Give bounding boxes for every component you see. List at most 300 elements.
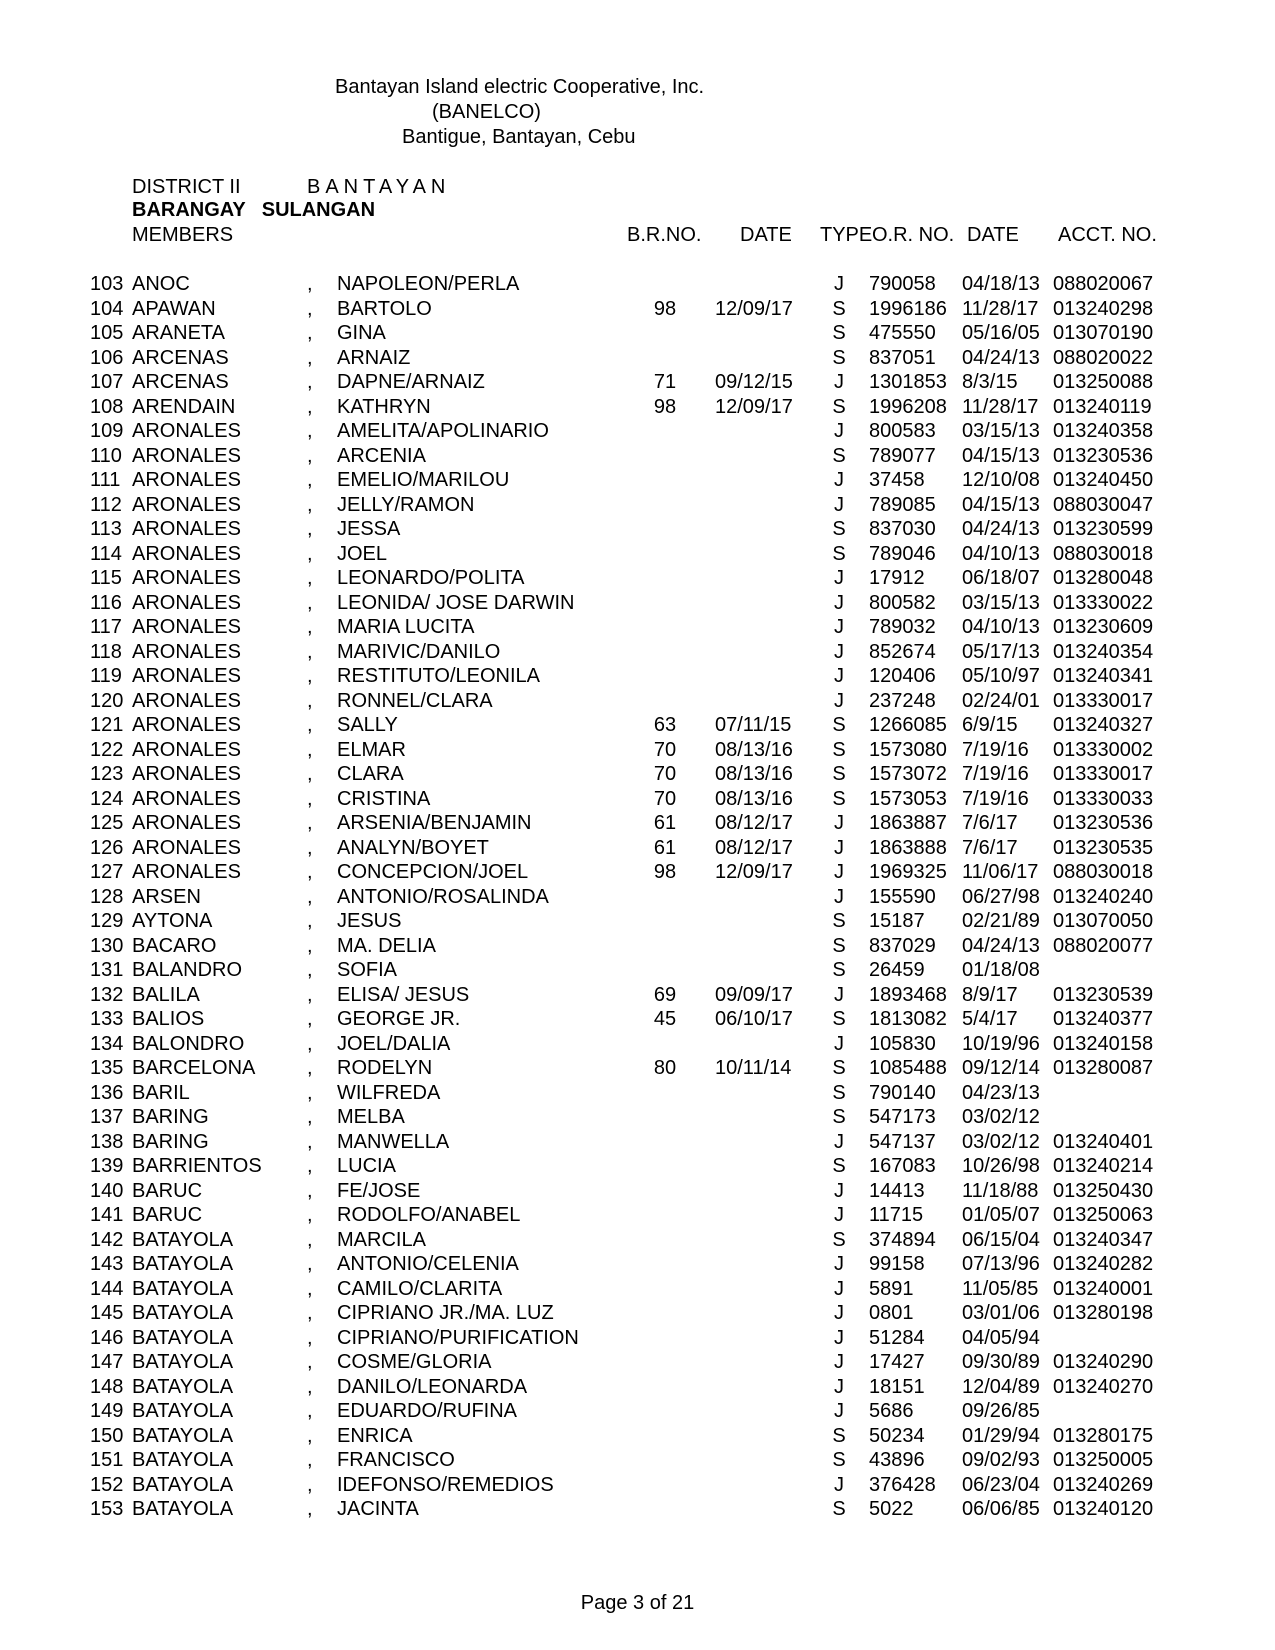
table-row <box>0 1278 1275 1303</box>
membership-type: J <box>834 861 844 883</box>
br-number: 98 <box>653 861 677 883</box>
first-name: DANILO/LEONARDA <box>337 1375 528 1398</box>
table-row <box>0 1400 1275 1425</box>
first-name: MA. DELIA <box>337 934 436 957</box>
first-name: ANTONIO/ROSALINDA <box>337 885 549 908</box>
table-row <box>0 837 1275 862</box>
or-date: 09/30/89 <box>962 1351 1040 1373</box>
table-row <box>0 543 1275 568</box>
col-date: DATE <box>740 224 792 246</box>
name-separator: , <box>307 469 313 491</box>
last-name: BALILA <box>132 983 200 1006</box>
or-number: 120406 <box>869 665 936 687</box>
first-name: ANALYN/BOYET <box>337 836 489 859</box>
or-number: 0801 <box>869 1302 914 1324</box>
column-headers <box>0 224 1275 250</box>
last-name: AYTONA <box>132 910 213 932</box>
or-date: 06/06/85 <box>962 1498 1040 1520</box>
or-date: 06/15/04 <box>962 1228 1040 1251</box>
account-number: 088030047 <box>1053 493 1154 516</box>
membership-type: S <box>832 1081 846 1104</box>
row-number: 119 <box>90 665 122 687</box>
table-row <box>0 1204 1275 1229</box>
table-row <box>0 1155 1275 1180</box>
row-number: 131 <box>90 959 124 981</box>
first-name: WILFREDA <box>337 1081 441 1104</box>
or-number: 837051 <box>869 346 936 369</box>
last-name: ARONALES <box>132 542 241 565</box>
table-row <box>0 910 1275 935</box>
row-number: 116 <box>90 591 122 614</box>
or-date: 09/02/93 <box>962 1449 1040 1471</box>
name-separator: , <box>307 1204 313 1226</box>
membership-type: J <box>834 1351 844 1373</box>
first-name: BARTOLO <box>337 297 432 320</box>
membership-type: S <box>832 1106 846 1128</box>
br-number: 71 <box>653 371 677 393</box>
last-name: BATAYOLA <box>132 1302 234 1324</box>
first-name: ELISA/ JESUS <box>337 983 470 1006</box>
account-number: 013250005 <box>1053 1449 1154 1471</box>
account-number: 013240450 <box>1053 469 1154 491</box>
last-name: ARONALES <box>132 640 241 663</box>
table-row <box>0 1302 1275 1327</box>
row-number: 107 <box>90 371 124 393</box>
br-date: 08/13/16 <box>715 763 793 785</box>
table-row <box>0 1376 1275 1401</box>
name-separator: , <box>307 346 313 369</box>
or-date: 09/26/85 <box>962 1400 1040 1422</box>
last-name: BARCELONA <box>132 1057 256 1079</box>
br-number: 98 <box>653 297 677 320</box>
table-row <box>0 1057 1275 1082</box>
account-number: 013250430 <box>1053 1179 1154 1202</box>
table-row <box>0 690 1275 715</box>
or-number: 800582 <box>869 591 936 614</box>
table-row <box>0 445 1275 470</box>
membership-type: J <box>834 371 844 393</box>
row-number: 105 <box>90 322 124 344</box>
row-number: 130 <box>90 934 124 957</box>
name-separator: , <box>307 1326 313 1349</box>
membership-type: S <box>832 787 846 810</box>
or-date: 06/27/98 <box>962 885 1040 908</box>
name-separator: , <box>307 322 313 344</box>
or-number: 51284 <box>869 1326 925 1349</box>
table-row <box>0 1474 1275 1499</box>
account-number: 013280087 <box>1053 1057 1154 1079</box>
table-row <box>0 1180 1275 1205</box>
table-row <box>0 1351 1275 1376</box>
or-date: 7/6/17 <box>962 812 1018 834</box>
first-name: LEONARDO/POLITA <box>337 567 525 589</box>
name-separator: , <box>307 665 313 687</box>
row-number: 124 <box>90 787 124 810</box>
account-number: 013240270 <box>1053 1375 1154 1398</box>
name-separator: , <box>307 567 313 589</box>
col-members: MEMBERS <box>132 224 234 246</box>
page-number: Page 3 of 21 <box>580 1592 695 1614</box>
or-number: 800583 <box>869 420 936 442</box>
or-number: 789046 <box>869 542 936 565</box>
account-number: 013070190 <box>1053 322 1154 344</box>
row-number: 113 <box>90 518 122 540</box>
or-date: 04/05/94 <box>962 1326 1040 1349</box>
or-number: 789077 <box>869 444 936 467</box>
name-separator: , <box>307 1008 313 1030</box>
account-number: 013280198 <box>1053 1302 1154 1324</box>
name-separator: , <box>307 1473 313 1496</box>
or-number: 1893468 <box>869 983 947 1006</box>
or-date: 11/28/17 <box>962 395 1039 418</box>
last-name: ARONALES <box>132 567 241 589</box>
table-row <box>0 616 1275 641</box>
row-number: 114 <box>90 542 122 565</box>
table-row <box>0 1106 1275 1131</box>
table-row <box>0 788 1275 813</box>
or-number: 37458 <box>869 469 925 491</box>
row-number: 143 <box>90 1253 124 1275</box>
account-number: 013230539 <box>1053 983 1154 1006</box>
name-separator: , <box>307 420 313 442</box>
membership-type: S <box>832 542 846 565</box>
last-name: BATAYOLA <box>132 1277 234 1300</box>
br-date: 09/12/15 <box>715 371 793 393</box>
membership-type: J <box>834 689 844 712</box>
row-number: 142 <box>90 1228 124 1251</box>
row-number: 133 <box>90 1008 124 1030</box>
name-separator: , <box>307 591 313 614</box>
br-number: 63 <box>653 714 677 736</box>
members-table <box>0 273 1275 1523</box>
or-date: 7/19/16 <box>962 787 1029 810</box>
last-name: ARENDAIN <box>132 395 236 418</box>
account-number: 013240240 <box>1053 885 1154 908</box>
br-date: 09/09/17 <box>715 983 793 1006</box>
membership-type: J <box>834 567 844 589</box>
cooperative-address: Bantigue, Bantayan, Cebu <box>402 126 636 148</box>
membership-type: J <box>834 836 844 859</box>
account-number: 013280048 <box>1053 567 1154 589</box>
row-number: 106 <box>90 346 124 369</box>
row-number: 147 <box>90 1351 124 1373</box>
or-number: 15187 <box>869 910 925 932</box>
account-number: 013240358 <box>1053 420 1154 442</box>
or-date: 04/18/13 <box>962 273 1040 295</box>
or-number: 5891 <box>869 1277 914 1300</box>
account-number: 013230536 <box>1053 444 1154 467</box>
name-separator: , <box>307 1179 313 1202</box>
first-name: JOEL/DALIA <box>337 1032 451 1055</box>
or-date: 10/19/96 <box>962 1032 1040 1055</box>
or-date: 05/10/97 <box>962 665 1040 687</box>
table-row <box>0 396 1275 421</box>
or-date: 04/24/13 <box>962 934 1040 957</box>
or-date: 11/28/17 <box>962 297 1039 320</box>
name-separator: , <box>307 836 313 859</box>
name-separator: , <box>307 763 313 785</box>
or-date: 02/21/89 <box>962 910 1040 932</box>
account-number: 013240001 <box>1053 1277 1154 1300</box>
membership-type: S <box>832 1449 846 1471</box>
last-name: ARONALES <box>132 616 241 638</box>
row-number: 122 <box>90 738 124 761</box>
membership-type: J <box>834 1204 844 1226</box>
account-number: 013230536 <box>1053 812 1154 834</box>
last-name: ARONALES <box>132 861 241 883</box>
account-number: 013230535 <box>1053 836 1154 859</box>
first-name: EMELIO/MARILOU <box>337 469 510 491</box>
row-number: 112 <box>90 493 122 516</box>
account-number: 013330022 <box>1053 591 1154 614</box>
name-separator: , <box>307 1228 313 1251</box>
br-date: 08/13/16 <box>715 738 793 761</box>
or-date: 11/18/88 <box>962 1179 1039 1202</box>
or-number: 1813082 <box>869 1008 947 1030</box>
or-date: 5/4/17 <box>962 1008 1018 1030</box>
or-number: 837029 <box>869 934 936 957</box>
table-row <box>0 273 1275 298</box>
table-row <box>0 1033 1275 1058</box>
membership-type: S <box>832 322 846 344</box>
name-separator: , <box>307 493 313 516</box>
first-name: SALLY <box>337 714 398 736</box>
membership-type: J <box>834 1253 844 1275</box>
membership-type: S <box>832 346 846 369</box>
br-date: 08/13/16 <box>715 787 793 810</box>
table-row <box>0 1253 1275 1278</box>
row-number: 126 <box>90 836 124 859</box>
row-number: 121 <box>90 714 124 736</box>
account-number: 088030018 <box>1053 542 1154 565</box>
account-number: 013250063 <box>1053 1204 1154 1226</box>
first-name: LUCIA <box>337 1155 396 1177</box>
name-separator: , <box>307 738 313 761</box>
first-name: ELMAR <box>337 738 406 761</box>
last-name: ARONALES <box>132 787 241 810</box>
or-date: 11/05/85 <box>962 1277 1039 1300</box>
account-number: 013240401 <box>1053 1130 1154 1153</box>
last-name: BATAYOLA <box>132 1228 234 1251</box>
br-date: 10/11/14 <box>715 1057 792 1079</box>
row-number: 103 <box>90 273 124 295</box>
table-row <box>0 371 1275 396</box>
last-name: BACARO <box>132 934 217 957</box>
account-number: 013330017 <box>1053 763 1154 785</box>
first-name: AMELITA/APOLINARIO <box>337 420 549 442</box>
name-separator: , <box>307 273 313 295</box>
row-number: 144 <box>90 1277 124 1300</box>
first-name: GEORGE JR. <box>337 1008 461 1030</box>
account-number: 013240120 <box>1053 1498 1154 1520</box>
last-name: BATAYOLA <box>132 1424 234 1447</box>
name-separator: , <box>307 1375 313 1398</box>
table-row <box>0 984 1275 1009</box>
last-name: ARONALES <box>132 714 241 736</box>
account-number: 013240341 <box>1053 665 1154 687</box>
or-date: 04/24/13 <box>962 346 1040 369</box>
membership-type: J <box>834 493 844 516</box>
or-date: 07/13/96 <box>962 1253 1040 1275</box>
br-date: 08/12/17 <box>715 812 793 834</box>
br-date: 07/11/15 <box>715 714 792 736</box>
membership-type: J <box>834 273 844 295</box>
or-number: 790058 <box>869 273 936 295</box>
membership-type: S <box>832 1424 846 1447</box>
or-date: 03/15/13 <box>962 420 1040 442</box>
first-name: SOFIA <box>337 959 398 981</box>
col-acct-no: ACCT. NO. <box>1058 224 1157 246</box>
first-name: FRANCISCO <box>337 1449 455 1471</box>
membership-type: J <box>834 420 844 442</box>
name-separator: , <box>307 812 313 834</box>
name-separator: , <box>307 1302 313 1324</box>
or-date: 7/19/16 <box>962 738 1029 761</box>
membership-type: S <box>832 910 846 932</box>
or-number: 237248 <box>869 689 936 712</box>
or-number: 11715 <box>869 1204 924 1226</box>
or-number: 547173 <box>869 1106 936 1128</box>
table-row <box>0 1327 1275 1352</box>
row-number: 153 <box>90 1498 124 1520</box>
membership-type: J <box>834 812 844 834</box>
table-row <box>0 641 1275 666</box>
or-number: 1301853 <box>869 371 947 393</box>
account-number: 088020022 <box>1053 346 1154 369</box>
name-separator: , <box>307 1057 313 1079</box>
or-date: 01/05/07 <box>962 1204 1040 1226</box>
membership-type: S <box>832 395 846 418</box>
name-separator: , <box>307 395 313 418</box>
membership-type: J <box>834 591 844 614</box>
row-number: 123 <box>90 763 124 785</box>
name-separator: , <box>307 1106 313 1128</box>
last-name: BATAYOLA <box>132 1351 234 1373</box>
membership-type: J <box>834 1179 844 1202</box>
or-number: 5686 <box>869 1400 914 1422</box>
name-separator: , <box>307 787 313 810</box>
br-date: 06/10/17 <box>715 1008 793 1030</box>
name-separator: , <box>307 1081 313 1104</box>
br-number: 70 <box>653 787 677 810</box>
first-name: GINA <box>337 322 386 344</box>
or-number: 1863887 <box>869 812 947 834</box>
cooperative-abbreviation: (BANELCO) <box>432 101 541 123</box>
row-number: 148 <box>90 1375 124 1398</box>
or-number: 1996208 <box>869 395 947 418</box>
name-separator: , <box>307 640 313 663</box>
or-date: 03/02/12 <box>962 1130 1040 1153</box>
first-name: RONNEL/CLARA <box>337 689 493 712</box>
row-number: 127 <box>90 861 124 883</box>
last-name: BATAYOLA <box>132 1473 234 1496</box>
br-number: 69 <box>653 983 677 1006</box>
row-number: 135 <box>90 1057 124 1079</box>
or-number: 5022 <box>869 1498 914 1520</box>
row-number: 140 <box>90 1179 124 1202</box>
first-name: MARIVIC/DANILO <box>337 640 501 663</box>
or-number: 1996186 <box>869 297 947 320</box>
account-number: 013330017 <box>1053 689 1154 712</box>
district-line <box>132 176 451 199</box>
table-row <box>0 518 1275 543</box>
account-number: 013240327 <box>1053 714 1154 736</box>
or-number: 43896 <box>869 1449 925 1471</box>
or-number: 167083 <box>869 1155 936 1177</box>
row-number: 104 <box>90 297 124 320</box>
or-number: 1863888 <box>869 836 947 859</box>
account-number: 013240158 <box>1053 1032 1154 1055</box>
or-number: 99158 <box>869 1253 925 1275</box>
or-number: 50234 <box>869 1424 925 1447</box>
table-row <box>0 763 1275 788</box>
table-row <box>0 322 1275 347</box>
or-number: 1573053 <box>869 787 947 810</box>
name-separator: , <box>307 1351 313 1373</box>
last-name: ARONALES <box>132 518 241 540</box>
table-row <box>0 469 1275 494</box>
row-number: 117 <box>90 616 122 638</box>
col-or-date: DATE <box>967 224 1019 246</box>
or-date: 6/9/15 <box>962 714 1018 736</box>
or-date: 8/9/17 <box>962 983 1018 1006</box>
br-date: 08/12/17 <box>715 836 793 859</box>
membership-type: J <box>834 1473 844 1496</box>
membership-type: S <box>832 714 846 736</box>
last-name: ARANETA <box>132 322 225 344</box>
last-name: BATAYOLA <box>132 1400 234 1422</box>
barangay-label: BARANGAY <box>132 199 246 221</box>
row-number: 149 <box>90 1400 124 1422</box>
last-name: ARCENAS <box>132 371 229 393</box>
account-number: 088030018 <box>1053 861 1154 883</box>
row-number: 145 <box>90 1302 124 1324</box>
row-number: 150 <box>90 1424 124 1447</box>
col-or-no: O.R. NO. <box>872 224 955 246</box>
name-separator: , <box>307 934 313 957</box>
or-date: 10/26/98 <box>962 1155 1040 1177</box>
first-name: KATHRYN <box>337 395 431 418</box>
row-number: 129 <box>90 910 124 932</box>
first-name: JESSA <box>337 518 401 540</box>
first-name: JELLY/RAMON <box>337 493 475 516</box>
membership-type: J <box>834 640 844 663</box>
last-name: ARSEN <box>132 885 201 908</box>
name-separator: , <box>307 1130 313 1153</box>
name-separator: , <box>307 297 313 320</box>
membership-type: J <box>834 1326 844 1349</box>
or-number: 1969325 <box>869 861 947 883</box>
first-name: MARIA LUCITA <box>337 616 475 638</box>
table-row <box>0 494 1275 519</box>
last-name: BATAYOLA <box>132 1375 234 1398</box>
or-date: 03/01/06 <box>962 1302 1040 1324</box>
name-separator: , <box>307 1498 313 1520</box>
col-type: TYPE <box>820 224 873 246</box>
table-row <box>0 1008 1275 1033</box>
district-town: BANTAYAN <box>307 176 451 198</box>
row-number: 136 <box>90 1081 124 1104</box>
last-name: BARING <box>132 1130 209 1153</box>
table-row <box>0 347 1275 372</box>
or-number: 852674 <box>869 640 936 663</box>
last-name: BATAYOLA <box>132 1253 234 1275</box>
membership-type: J <box>834 665 844 687</box>
row-number: 115 <box>90 567 122 589</box>
row-number: 111 <box>90 469 121 491</box>
or-number: 837030 <box>869 518 936 540</box>
first-name: MARCILA <box>337 1228 426 1251</box>
